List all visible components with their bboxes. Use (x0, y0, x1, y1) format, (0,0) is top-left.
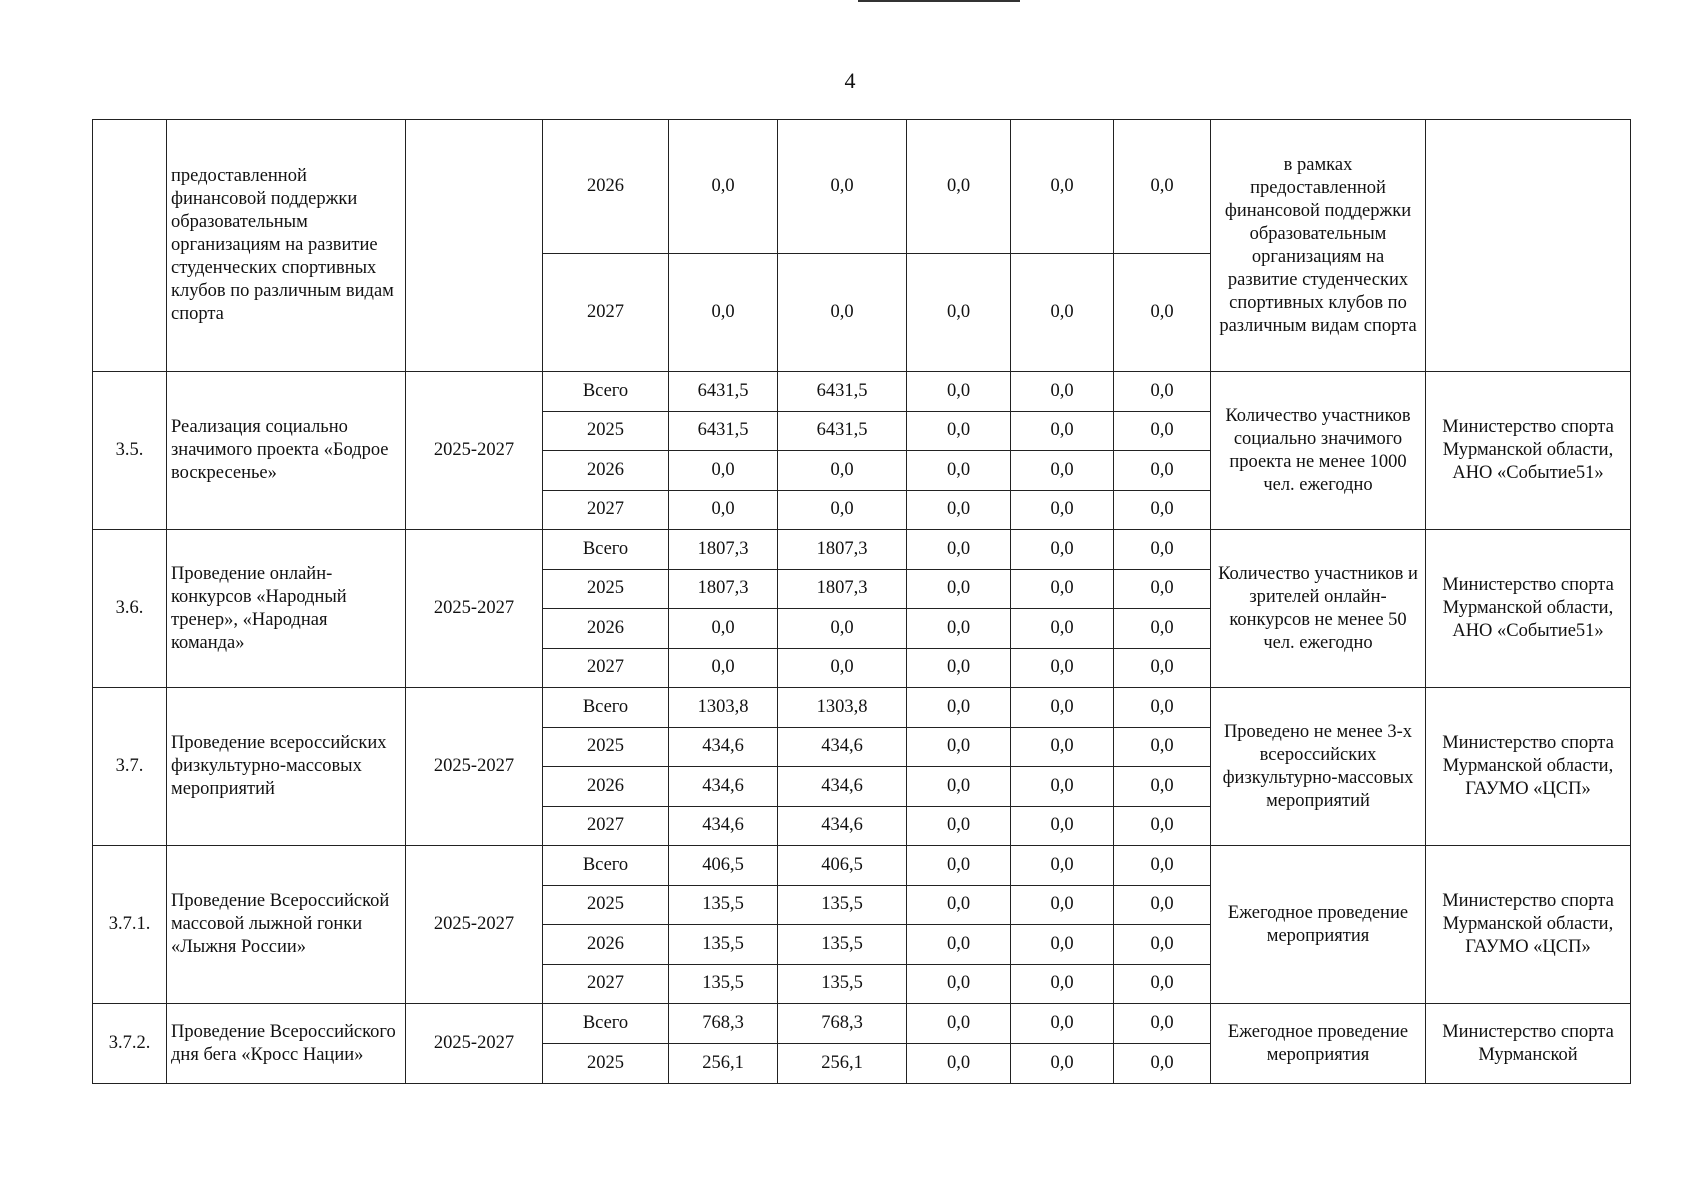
table-row (93, 372, 1631, 412)
other-value: 0,0 (1114, 569, 1211, 609)
year-cell: 2026 (543, 609, 669, 649)
federal-value: 135,5 (778, 964, 907, 1004)
other-value: 0,0 (1114, 1004, 1211, 1044)
year-cell: 2025 (543, 569, 669, 609)
federal-value: 135,5 (778, 925, 907, 965)
page-number: 4 (844, 68, 856, 93)
local-value: 0,0 (1011, 964, 1114, 1004)
total-value: 0,0 (669, 254, 778, 372)
period-cell: 2025-2027 (406, 688, 543, 846)
result-cell: Ежегодное проведение мероприятия (1211, 846, 1426, 1004)
regional-value: 0,0 (907, 120, 1011, 254)
federal-value: 0,0 (778, 609, 907, 649)
regional-value: 0,0 (907, 569, 1011, 609)
regional-value: 0,0 (907, 727, 1011, 767)
other-value: 0,0 (1114, 609, 1211, 649)
regional-value: 0,0 (907, 767, 1011, 807)
year-cell: 2027 (543, 490, 669, 530)
regional-value: 0,0 (907, 925, 1011, 965)
other-value: 0,0 (1114, 767, 1211, 807)
local-value: 0,0 (1011, 451, 1114, 491)
table-row (93, 120, 1631, 254)
local-value: 0,0 (1011, 727, 1114, 767)
year-cell: 2025 (543, 411, 669, 451)
period-cell: 2025-2027 (406, 1004, 543, 1084)
local-value: 0,0 (1011, 806, 1114, 846)
local-value: 0,0 (1011, 925, 1114, 965)
total-value: 135,5 (669, 964, 778, 1004)
item-name-cell: Проведение Всероссийской массовой лыжной гонки «Лыжня России» (167, 846, 406, 1004)
year-cell: 2026 (543, 451, 669, 491)
item-name-cell: предоставленной финансовой поддержки образовательным организациям на развитие студенческих спортивных клубов по различным видам спорта (167, 120, 406, 372)
local-value: 0,0 (1011, 490, 1114, 530)
local-value: 0,0 (1011, 372, 1114, 412)
year-cell: 2027 (543, 254, 669, 372)
year-cell: 2027 (543, 806, 669, 846)
item-number-cell: 3.5. (93, 372, 167, 530)
program-table (92, 119, 1631, 1084)
other-value: 0,0 (1114, 688, 1211, 728)
local-value: 0,0 (1011, 1044, 1114, 1084)
federal-value: 0,0 (778, 254, 907, 372)
total-value: 135,5 (669, 925, 778, 965)
year-cell: Всего (543, 846, 669, 886)
period-cell: 2025-2027 (406, 372, 543, 530)
total-value: 1807,3 (669, 569, 778, 609)
other-value: 0,0 (1114, 530, 1211, 570)
local-value: 0,0 (1011, 767, 1114, 807)
executor-cell: Министерство спорта Мурманской области, АНО «Событие51» (1426, 530, 1631, 688)
local-value: 0,0 (1011, 609, 1114, 649)
other-value: 0,0 (1114, 1044, 1211, 1084)
other-value: 0,0 (1114, 490, 1211, 530)
local-value: 0,0 (1011, 885, 1114, 925)
local-value: 0,0 (1011, 846, 1114, 886)
regional-value: 0,0 (907, 372, 1011, 412)
federal-value: 1303,8 (778, 688, 907, 728)
local-value: 0,0 (1011, 120, 1114, 254)
regional-value: 0,0 (907, 846, 1011, 886)
year-cell: 2026 (543, 925, 669, 965)
period-cell: 2025-2027 (406, 846, 543, 1004)
total-value: 0,0 (669, 609, 778, 649)
federal-value: 6431,5 (778, 411, 907, 451)
item-number-cell: 3.7.2. (93, 1004, 167, 1084)
executor-cell: Министерство спорта Мурманской области, АНО «Событие51» (1426, 372, 1631, 530)
regional-value: 0,0 (907, 1004, 1011, 1044)
regional-value: 0,0 (907, 609, 1011, 649)
year-cell: Всего (543, 1004, 669, 1044)
other-value: 0,0 (1114, 254, 1211, 372)
regional-value: 0,0 (907, 254, 1011, 372)
executor-cell (1426, 120, 1631, 372)
total-value: 256,1 (669, 1044, 778, 1084)
other-value: 0,0 (1114, 727, 1211, 767)
year-cell: 2025 (543, 727, 669, 767)
result-cell: в рамках предоставленной финансовой поддержки образовательным организациям на развитие студенческих спортивных клубов по различным видам спорта (1211, 120, 1426, 372)
other-value: 0,0 (1114, 372, 1211, 412)
local-value: 0,0 (1011, 1004, 1114, 1044)
total-value: 406,5 (669, 846, 778, 886)
federal-value: 406,5 (778, 846, 907, 886)
year-cell: 2027 (543, 648, 669, 688)
year-cell: 2026 (543, 767, 669, 807)
local-value: 0,0 (1011, 688, 1114, 728)
other-value: 0,0 (1114, 885, 1211, 925)
total-value: 1303,8 (669, 688, 778, 728)
year-cell: 2027 (543, 964, 669, 1004)
federal-value: 0,0 (778, 648, 907, 688)
other-value: 0,0 (1114, 451, 1211, 491)
header-rule (858, 0, 1020, 2)
total-value: 768,3 (669, 1004, 778, 1044)
result-cell: Проведено не менее 3-х всероссийских физкультурно-массовых мероприятий (1211, 688, 1426, 846)
item-number-cell: 3.7. (93, 688, 167, 846)
other-value: 0,0 (1114, 964, 1211, 1004)
result-cell: Ежегодное проведение мероприятия (1211, 1004, 1426, 1084)
item-name-cell: Проведение Всероссийского дня бега «Кросс Нации» (167, 1004, 406, 1084)
other-value: 0,0 (1114, 925, 1211, 965)
other-value: 0,0 (1114, 648, 1211, 688)
other-value: 0,0 (1114, 411, 1211, 451)
table-row (93, 1004, 1631, 1044)
period-cell (406, 120, 543, 372)
regional-value: 0,0 (907, 688, 1011, 728)
year-cell: Всего (543, 530, 669, 570)
federal-value: 135,5 (778, 885, 907, 925)
item-name-cell: Реализация социально значимого проекта «Бодрое воскресенье» (167, 372, 406, 530)
total-value: 434,6 (669, 806, 778, 846)
regional-value: 0,0 (907, 530, 1011, 570)
result-cell: Количество участников социально значимого проекта не менее 1000 чел. ежегодно (1211, 372, 1426, 530)
year-cell: 2025 (543, 885, 669, 925)
regional-value: 0,0 (907, 411, 1011, 451)
local-value: 0,0 (1011, 530, 1114, 570)
regional-value: 0,0 (907, 1044, 1011, 1084)
total-value: 434,6 (669, 727, 778, 767)
table-row (93, 846, 1631, 886)
federal-value: 0,0 (778, 451, 907, 491)
total-value: 0,0 (669, 490, 778, 530)
federal-value: 1807,3 (778, 569, 907, 609)
federal-value: 768,3 (778, 1004, 907, 1044)
federal-value: 6431,5 (778, 372, 907, 412)
year-cell: 2025 (543, 1044, 669, 1084)
total-value: 1807,3 (669, 530, 778, 570)
regional-value: 0,0 (907, 964, 1011, 1004)
total-value: 135,5 (669, 885, 778, 925)
table-row (93, 530, 1631, 570)
federal-value: 434,6 (778, 806, 907, 846)
year-cell: Всего (543, 688, 669, 728)
other-value: 0,0 (1114, 806, 1211, 846)
year-cell: 2026 (543, 120, 669, 254)
local-value: 0,0 (1011, 411, 1114, 451)
federal-value: 0,0 (778, 490, 907, 530)
item-number-cell: 3.7.1. (93, 846, 167, 1004)
table-row (93, 688, 1631, 728)
regional-value: 0,0 (907, 806, 1011, 846)
item-name-cell: Проведение онлайн-конкурсов «Народный тренер», «Народная команда» (167, 530, 406, 688)
other-value: 0,0 (1114, 846, 1211, 886)
total-value: 0,0 (669, 648, 778, 688)
executor-cell: Министерство спорта Мурманской (1426, 1004, 1631, 1084)
result-cell: Количество участников и зрителей онлайн-конкурсов не менее 50 чел. ежегодно (1211, 530, 1426, 688)
total-value: 6431,5 (669, 411, 778, 451)
item-name-cell: Проведение всероссийских физкультурно-массовых мероприятий (167, 688, 406, 846)
period-cell: 2025-2027 (406, 530, 543, 688)
total-value: 6431,5 (669, 372, 778, 412)
total-value: 434,6 (669, 767, 778, 807)
regional-value: 0,0 (907, 490, 1011, 530)
other-value: 0,0 (1114, 120, 1211, 254)
local-value: 0,0 (1011, 569, 1114, 609)
regional-value: 0,0 (907, 648, 1011, 688)
federal-value: 434,6 (778, 767, 907, 807)
federal-value: 256,1 (778, 1044, 907, 1084)
executor-cell: Министерство спорта Мурманской области, ГАУМО «ЦСП» (1426, 846, 1631, 1004)
item-number-cell: 3.6. (93, 530, 167, 688)
executor-cell: Министерство спорта Мурманской области, ГАУМО «ЦСП» (1426, 688, 1631, 846)
total-value: 0,0 (669, 451, 778, 491)
item-number-cell (93, 120, 167, 372)
total-value: 0,0 (669, 120, 778, 254)
federal-value: 0,0 (778, 120, 907, 254)
local-value: 0,0 (1011, 254, 1114, 372)
federal-value: 434,6 (778, 727, 907, 767)
federal-value: 1807,3 (778, 530, 907, 570)
regional-value: 0,0 (907, 885, 1011, 925)
local-value: 0,0 (1011, 648, 1114, 688)
regional-value: 0,0 (907, 451, 1011, 491)
year-cell: Всего (543, 372, 669, 412)
